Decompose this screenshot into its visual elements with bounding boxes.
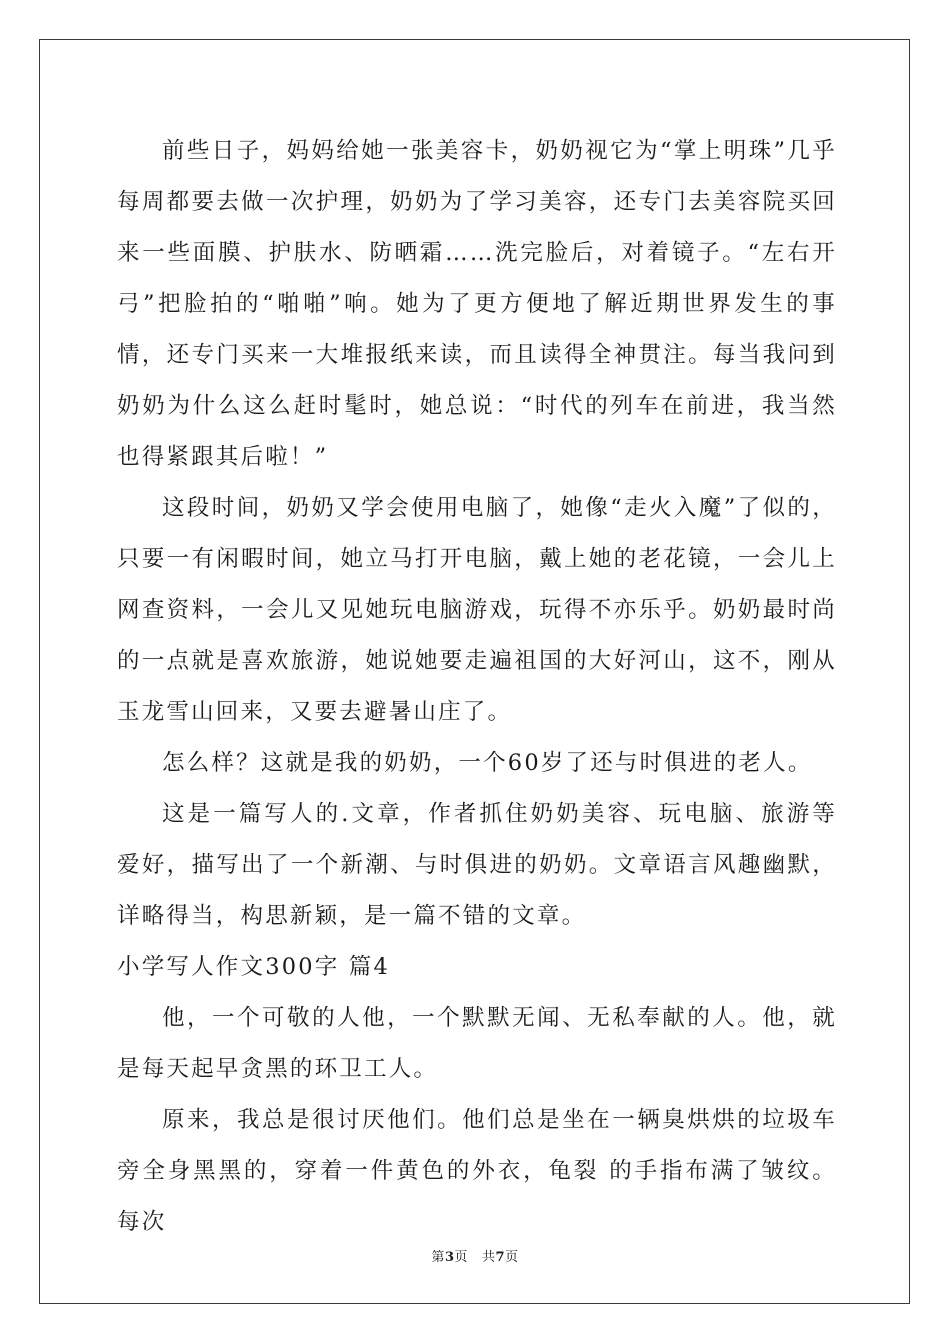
paragraph: 怎么样？这就是我的奶奶，一个60岁了还与时俱进的老人。 (162, 750, 813, 776)
paragraph: 前些日子，妈妈给她一张美容卡，奶奶视它为“掌上明珠”几乎每周都要去做一次护理，奶奶为了学习美容，还专门去美容院买回来一些面膜、护肤水、防晒霜……洗完脸后，对着镜子。“左右开弓”把脸拍的“啪啪”响。她为了更方便地了解近期世界发生的事情，还专门买来一大堆报纸来读，而且读得全神贯注。每当我问到奶奶为什么这么赶时髦时，她总说：“时代的列车在前进，我当然也得紧跟其后啦！” (117, 138, 837, 470)
total-prefix: 共 (482, 1250, 496, 1265)
page-total: 7 (495, 1250, 506, 1265)
total-unit: 页 (505, 1250, 519, 1265)
page-current: 3 (444, 1250, 455, 1265)
paragraph: 这段时间，奶奶又学会使用电脑了，她像“走火入魔”了似的，只要一有闲暇时间，她立马打开电脑，戴上她的老花镜，一会儿上网查资料，一会儿又见她玩电脑游戏，玩得不亦乐乎。奶奶最时尚的一点就是喜欢旅游，她说她要走遍祖国的大好河山，这不，刚从玉龙雪山回来，又要去避暑山庄了。 (117, 495, 837, 725)
page-footer (0, 1246, 950, 1265)
page-prefix: 第 (431, 1250, 445, 1265)
paragraph: 他，一个可敬的人他，一个默默无闻、无私奉献的人。他，就是每天起早贪黑的环卫工人。 (117, 1005, 837, 1082)
paragraph: 这是一篇写人的.文章，作者抓住奶奶美容、玩电脑、旅游等爱好，描写出了一个新潮、与时俱进的奶奶。文章语言风趣幽默，详略得当，构思新颖，是一篇不错的文章。 (117, 801, 837, 929)
document-body (117, 126, 837, 1248)
paragraph: 原来，我总是很讨厌他们。他们总是坐在一辆臭烘烘的垃圾车旁全身黑黑的，穿着一件黄色的外衣，龟裂 的手指布满了皱纹。每次 (117, 1107, 837, 1235)
page-unit: 页 (454, 1250, 468, 1265)
section-heading: 小学写人作文300字 篇4 (117, 954, 391, 980)
